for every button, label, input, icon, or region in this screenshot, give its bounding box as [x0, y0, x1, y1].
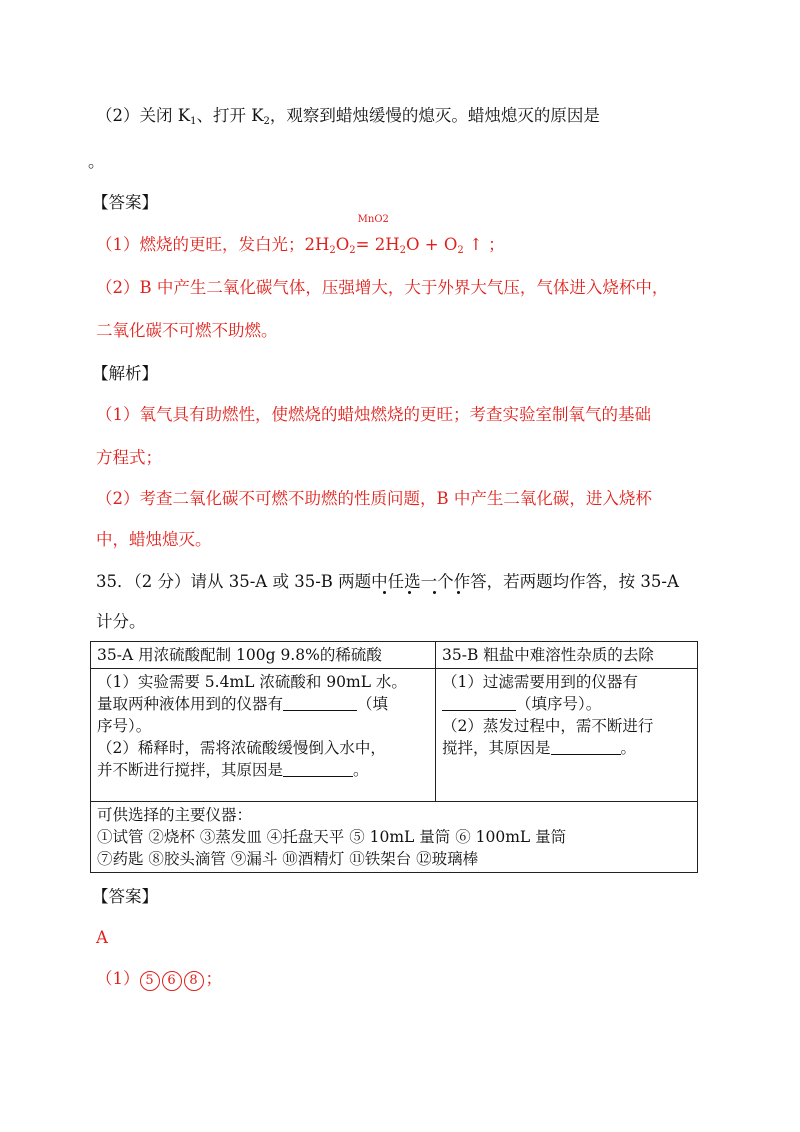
table-cell-b: （1）过滤需要用到的仪器有 （填序号）。 （2）蒸发过程中，需不断进行 搅拌，其原因是 。 — [436, 669, 698, 802]
answer-part2-line1: （2）B 中产生二氧化碳气体，压强增大，大于外界大气压，气体进入烧杯中， — [96, 278, 669, 297]
circled-number: 5 — [140, 971, 160, 991]
answer-blank — [283, 760, 353, 777]
answer-part1: （1）燃烧的更旺，发白光；$2H_2O_2$ MnO2 = $2H_2O + O_2$ ↑ ； — [96, 214, 505, 256]
table-header-b: 35-B 粗盐中难溶性杂质的去除 — [436, 642, 698, 669]
emphasis-dot — [383, 591, 386, 594]
catalyst-label: MnO2 — [357, 214, 389, 225]
answer-35-part1: （1） 5 6 8 ； — [96, 967, 222, 991]
emphasis-dot — [408, 591, 411, 594]
analysis-part2-line2: 中，蜡烛熄灭。 — [96, 530, 212, 549]
answer-blank — [442, 694, 516, 711]
circled-number: 8 — [184, 971, 204, 991]
table-instruments: 可供选择的主要仪器： ①试管 ②烧杯 ③蒸发皿 ④托盘天平 ⑤ 10mL 量筒 ⑥ 100mL 量筒 ⑦药匙 ⑧胶头滴管 ⑨漏斗 ⑩酒精灯 ⑪铁架台 ⑫玻璃棒 — [91, 802, 698, 873]
analysis-part1-line2: 方程式； — [96, 448, 162, 467]
answer-heading: 【答案】 — [92, 193, 158, 212]
question-35-line2: 计分。 — [96, 612, 146, 631]
question-35-line1: 35．（2 分）请从 35-A 或 35-B 两题中任选一个作答，若两题均作答，按 35-A — [96, 572, 679, 591]
answer-blank — [283, 694, 357, 711]
circled-number: 6 — [162, 971, 182, 991]
analysis-part2-line1: （2）考查二氧化碳不可燃不助燃的性质问题，B 中产生二氧化碳，进入烧杯 — [96, 489, 652, 508]
table-cell-a: （1）实验需要 5.4mL 浓硫酸和 90mL 水。 量取两种液体用到的仪器有 （填 序号）。 （2）稀释时，需将浓硫酸缓慢倒入水中， 并不断进行搅拌，其原因是 。 — [91, 669, 436, 802]
emphasis-dot — [457, 591, 460, 594]
emphasis-dot — [433, 591, 436, 594]
question-35-table — [90, 641, 698, 873]
catalyst-equals: MnO2 = — [355, 214, 389, 254]
answer-blank — [551, 738, 621, 755]
question-34-part2: （2）关闭 $K_1$、打开 $K_2$，观察到蜡烛缓慢的熄灭。蜡烛熄灭的原因是 — [96, 106, 600, 127]
question-34-end-mark: 。 — [88, 152, 105, 171]
analysis-part1-line1: （1）氧气具有助燃性，使燃烧的蜡烛燃烧的更旺；考查实验室制氧气的基础 — [96, 405, 651, 424]
answer-letter: A — [96, 928, 108, 947]
answer-heading-35: 【答案】 — [92, 887, 158, 906]
answer-part2-line2: 二氧化碳不可燃不助燃。 — [96, 321, 278, 340]
analysis-heading: 【解析】 — [92, 364, 158, 383]
table-header-a: 35-A 用浓硫酸配制 100g 9.8%的稀硫酸 — [91, 642, 436, 669]
